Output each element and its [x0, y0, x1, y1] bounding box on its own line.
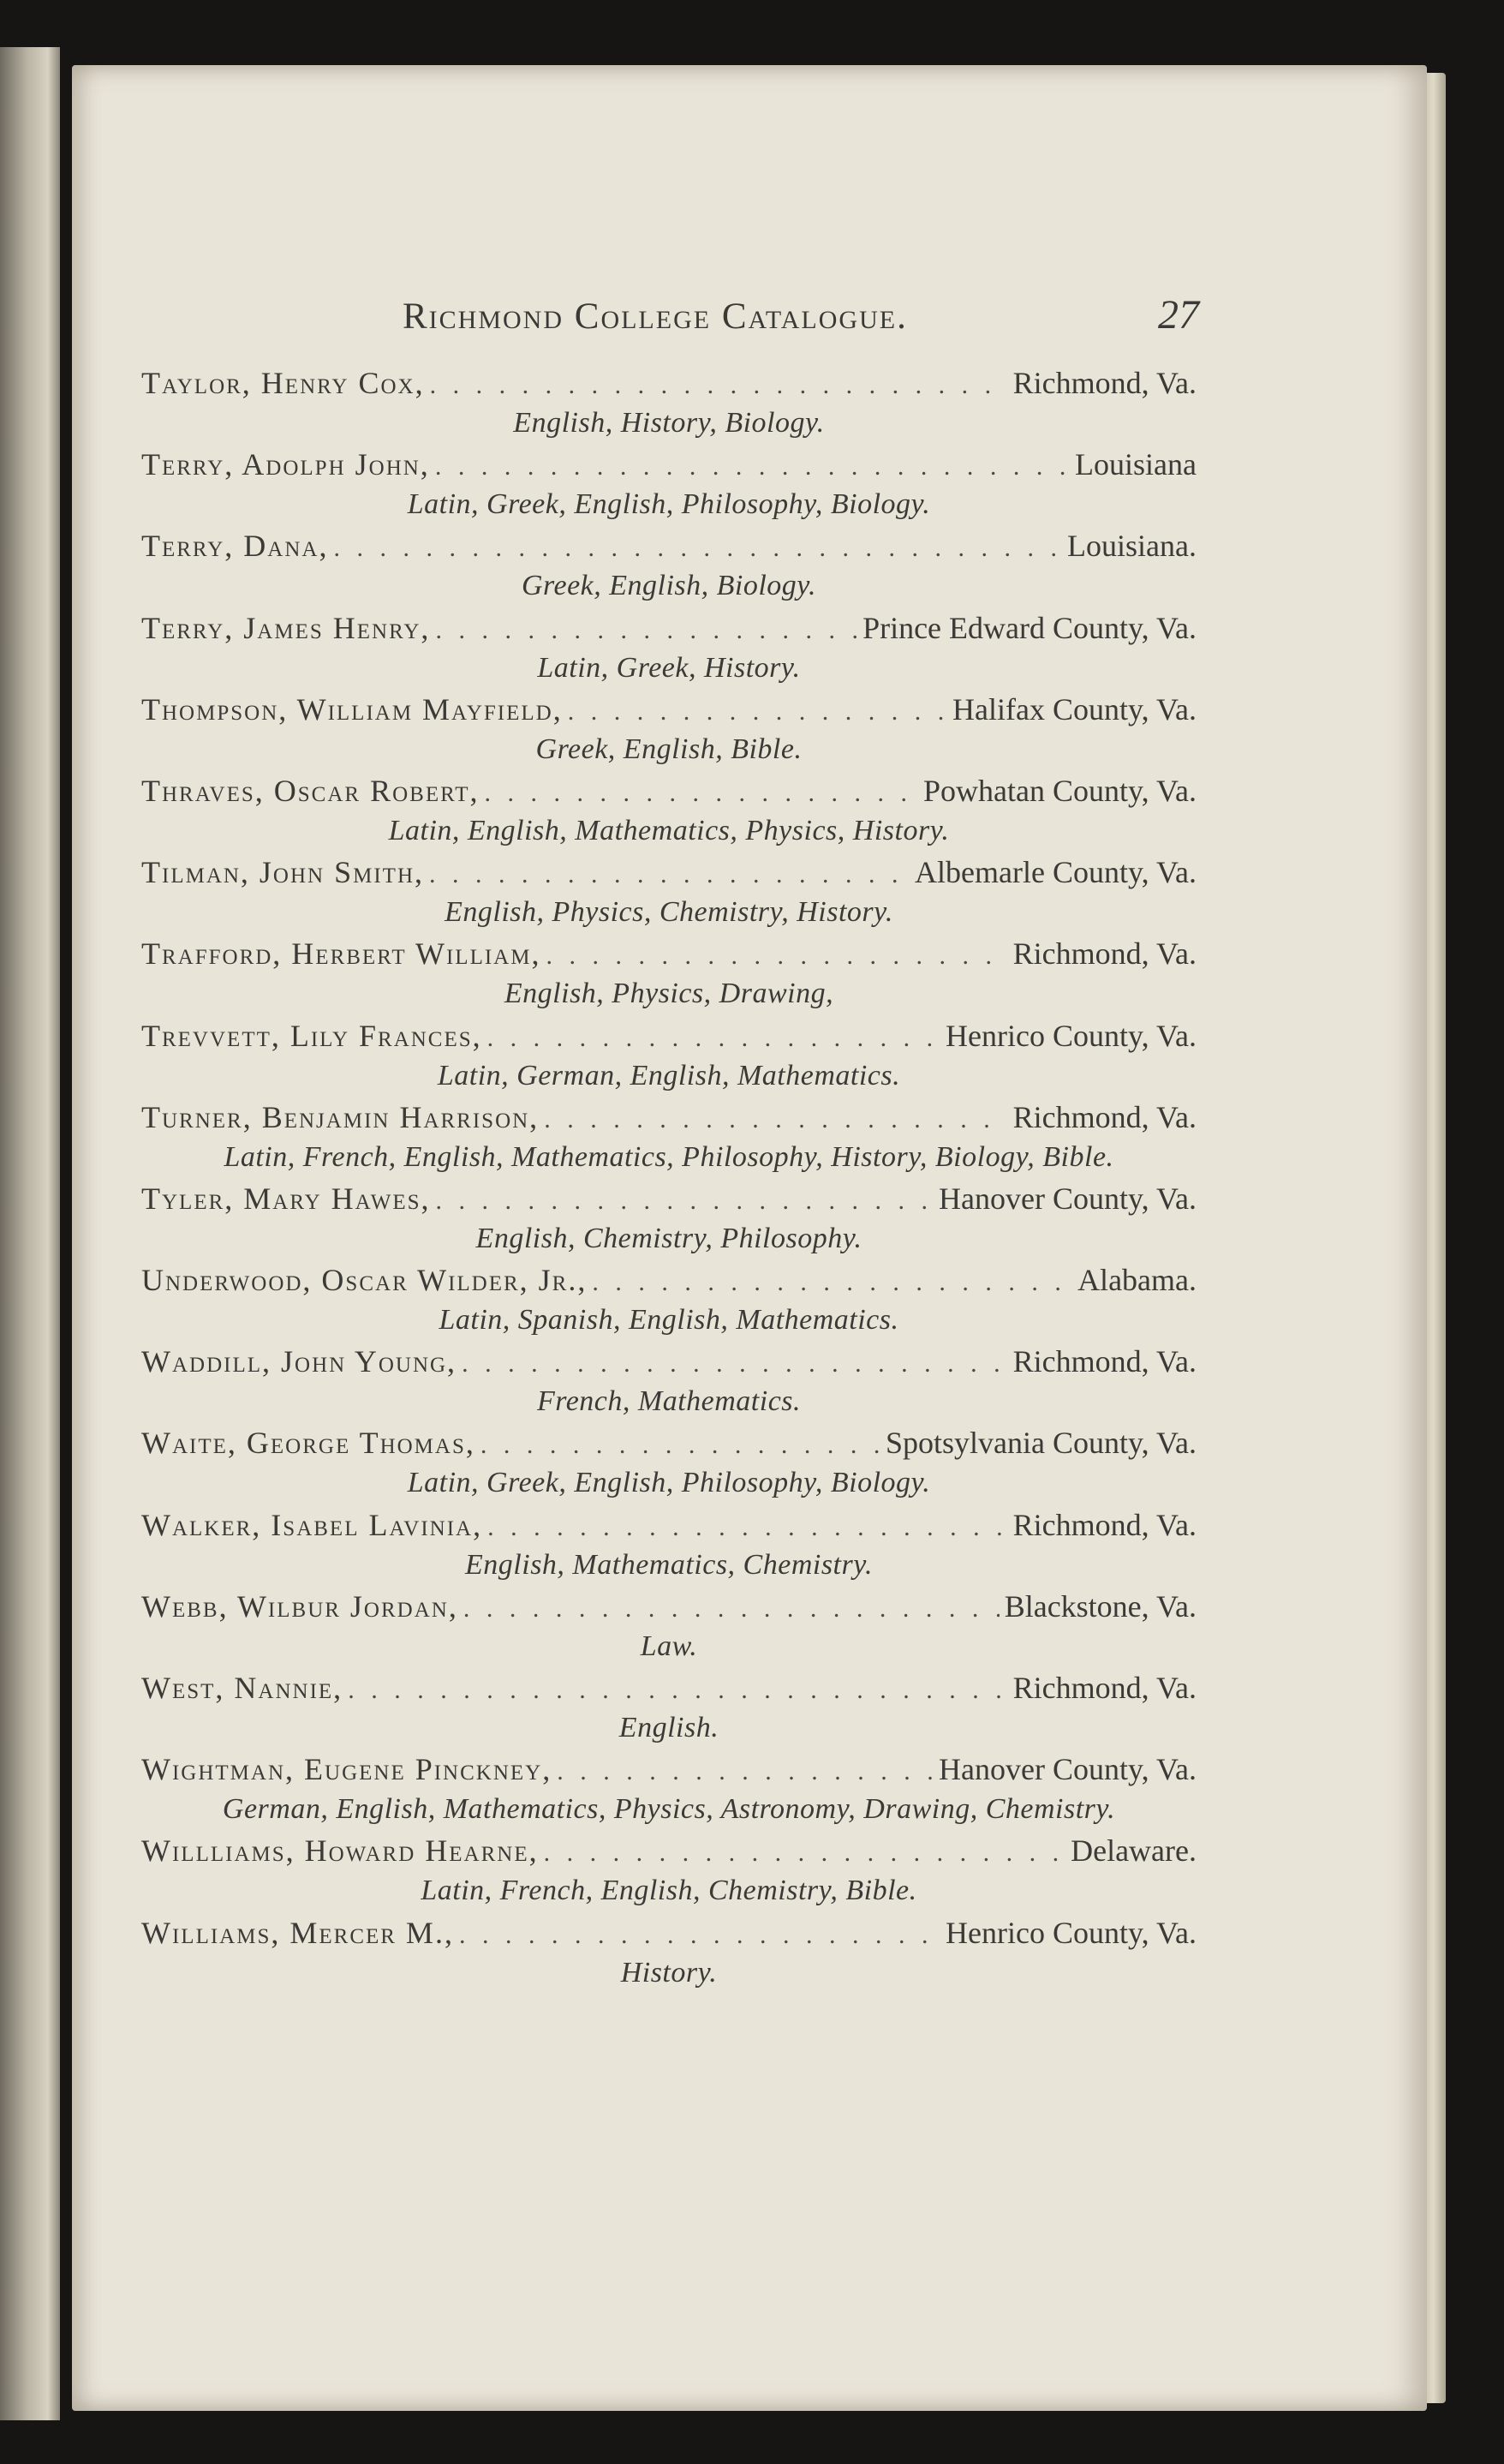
- student-subjects: German, English, Mathematics, Physics, Astronomy, Drawing, Chemistry.: [222, 1793, 1116, 1826]
- entry-line: [141, 1180, 1197, 1220]
- entry-line: [141, 364, 1197, 404]
- student-entry: [141, 1261, 1197, 1343]
- student-name: Walker, Isabel Lavinia,: [141, 1507, 483, 1542]
- student-entry: [141, 1669, 1197, 1750]
- student-subjects: Greek, English, Biology.: [521, 570, 817, 602]
- student-subjects: Latin, English, Mathematics, Physics, History.: [388, 814, 950, 846]
- student-name: Terry, Adolph John,: [141, 447, 430, 482]
- entry-line: [141, 853, 1197, 894]
- student-entry: [141, 1914, 1197, 1995]
- dot-leader: [429, 856, 910, 894]
- entry-line: [141, 1424, 1197, 1464]
- student-subjects: Latin, German, English, Mathematics.: [437, 1059, 901, 1091]
- student-entry: [141, 1017, 1197, 1098]
- student-entry: [141, 1750, 1197, 1832]
- student-residence: Prince Edward County, Va.: [862, 610, 1197, 645]
- student-subjects: English.: [618, 1712, 719, 1743]
- student-residence: Richmond, Va.: [1012, 1099, 1197, 1134]
- dot-leader: [436, 1182, 934, 1220]
- dot-leader: [430, 367, 1008, 404]
- student-entry: [141, 935, 1197, 1016]
- student-subjects: English, Chemistry, Philosophy.: [475, 1222, 862, 1254]
- dot-leader: [435, 448, 1070, 486]
- student-name: West, Nannie,: [141, 1671, 343, 1705]
- dot-leader: [568, 693, 947, 731]
- entry-line: [141, 1832, 1197, 1872]
- student-entry: [141, 609, 1197, 691]
- student-residence: Richmond, Va.: [1012, 1344, 1197, 1379]
- student-name: Thompson, William Mayfield,: [141, 691, 563, 727]
- student-entry: [141, 1588, 1197, 1669]
- student-subjects: English, History, Biology.: [513, 407, 825, 439]
- student-entry: [141, 1424, 1197, 1505]
- student-name: Underwood, Oscar Wilder, Jr.,: [141, 1263, 588, 1298]
- dot-leader: [348, 1672, 1007, 1709]
- student-residence: Hanover County, Va.: [939, 1181, 1197, 1216]
- student-name: Webb, Wilbur Jordan,: [141, 1588, 458, 1624]
- student-residence: Hanover County, Va.: [939, 1752, 1197, 1787]
- student-name: Terry, James Henry,: [141, 610, 431, 645]
- student-entry: [141, 446, 1197, 527]
- student-subjects: Latin, Greek, English, Philosophy, Biology.: [407, 488, 931, 521]
- student-entry: [141, 1098, 1197, 1180]
- student-name: Tyler, Mary Hawes,: [141, 1181, 431, 1216]
- running-head: [403, 291, 1199, 338]
- student-residence: Richmond, Va.: [1012, 1671, 1197, 1705]
- student-entry: [141, 772, 1197, 853]
- student-subjects: Latin, French, English, Chemistry, Bible.: [421, 1875, 917, 1907]
- entry-line: [141, 1506, 1197, 1546]
- student-residence: Louisiana: [1075, 447, 1197, 482]
- entry-line: [141, 1261, 1197, 1301]
- entry-line: [141, 1669, 1197, 1709]
- student-subjects: Latin, Greek, History.: [537, 651, 801, 684]
- student-entry: [141, 364, 1197, 446]
- student-name: Waite, George Thomas,: [141, 1426, 475, 1461]
- student-entry: [141, 691, 1197, 772]
- page-fore-edge: [1425, 73, 1446, 2403]
- entry-line: [141, 446, 1197, 486]
- student-subjects: Latin, Spanish, English, Mathematics.: [439, 1304, 899, 1337]
- entry-line: [141, 1343, 1197, 1383]
- page-number: 27: [1158, 292, 1199, 338]
- student-residence: Henrico County, Va.: [946, 1915, 1197, 1950]
- dot-leader: [463, 1590, 1000, 1628]
- entry-line: [141, 527, 1197, 567]
- student-residence: Alabama.: [1077, 1263, 1197, 1298]
- entry-line: [141, 1750, 1197, 1791]
- student-subjects: Latin, French, English, Mathematics, Philosophy, History, Biology, Bible.: [224, 1140, 1114, 1173]
- student-name: Wightman, Eugene Pinckney,: [141, 1752, 552, 1787]
- student-entry: [141, 1343, 1197, 1424]
- student-subjects: Greek, English, Bible.: [535, 733, 803, 765]
- student-subjects: English, Physics, Drawing,: [504, 978, 834, 1010]
- student-subjects: Latin, Greek, English, Philosophy, Biology.: [407, 1467, 931, 1499]
- student-residence: Albemarle County, Va.: [915, 855, 1197, 890]
- dot-leader: [480, 1426, 880, 1464]
- student-name: Terry, Dana,: [141, 529, 329, 564]
- student-subjects: Law.: [640, 1630, 698, 1662]
- entry-line: [141, 772, 1197, 812]
- student-subjects: English, Physics, Chemistry, History.: [445, 896, 893, 929]
- student-name: Taylor, Henry Cox,: [141, 366, 425, 400]
- student-name: Turner, Benjamin Harrison,: [141, 1099, 540, 1134]
- student-subjects: French, Mathematics.: [536, 1385, 802, 1418]
- student-name: Williams, Mercer M.,: [141, 1915, 454, 1950]
- student-subjects: English, Mathematics, Chemistry.: [465, 1548, 873, 1581]
- student-name: Trafford, Herbert William,: [141, 936, 541, 972]
- student-entry: [141, 1832, 1197, 1913]
- entry-line: [141, 1588, 1197, 1628]
- entry-line: [141, 935, 1197, 975]
- dot-leader: [462, 1345, 1008, 1383]
- dot-leader: [544, 1101, 1007, 1139]
- student-list: [141, 364, 1197, 1995]
- student-residence: Halifax County, Va.: [952, 691, 1197, 727]
- student-residence: Richmond, Va.: [1012, 366, 1197, 400]
- student-entry: [141, 853, 1197, 935]
- student-residence: Richmond, Va.: [1012, 1507, 1197, 1542]
- dot-leader: [485, 774, 918, 812]
- dot-leader: [487, 1509, 1008, 1546]
- student-name: Trevvett, Lily Frances,: [141, 1018, 482, 1053]
- student-subjects: History.: [620, 1956, 718, 1989]
- student-name: Willliams, Howard Hearne,: [141, 1833, 539, 1869]
- entry-line: [141, 691, 1197, 731]
- dot-leader: [592, 1264, 1072, 1301]
- entry-line: [141, 1098, 1197, 1139]
- dot-leader: [544, 1834, 1065, 1872]
- student-residence: Henrico County, Va.: [946, 1018, 1197, 1053]
- student-residence: Delaware.: [1071, 1833, 1197, 1869]
- student-residence: Powhatan County, Va.: [923, 773, 1197, 808]
- dot-leader: [487, 1020, 940, 1057]
- student-name: Waddill, John Young,: [141, 1344, 457, 1379]
- student-residence: Louisiana.: [1067, 529, 1197, 564]
- dot-leader: [459, 1917, 940, 1954]
- dot-leader: [435, 612, 857, 649]
- dot-leader: [333, 529, 1062, 567]
- student-residence: Spotsylvania County, Va.: [885, 1426, 1197, 1461]
- dot-leader: [557, 1753, 934, 1791]
- entry-line: [141, 1017, 1197, 1057]
- student-name: Thraves, Oscar Robert,: [141, 773, 480, 808]
- student-entry: [141, 1506, 1197, 1588]
- dot-leader: [546, 937, 1007, 975]
- student-name: Tilman, John Smith,: [141, 855, 424, 890]
- student-residence: Blackstone, Va.: [1004, 1588, 1197, 1624]
- student-entry: [141, 527, 1197, 608]
- entry-line: [141, 609, 1197, 649]
- entry-line: [141, 1914, 1197, 1954]
- running-head-title: Richmond College Catalogue.: [403, 296, 908, 337]
- student-residence: Richmond, Va.: [1012, 936, 1197, 972]
- student-entry: [141, 1180, 1197, 1261]
- previous-page-edge: [0, 47, 60, 2420]
